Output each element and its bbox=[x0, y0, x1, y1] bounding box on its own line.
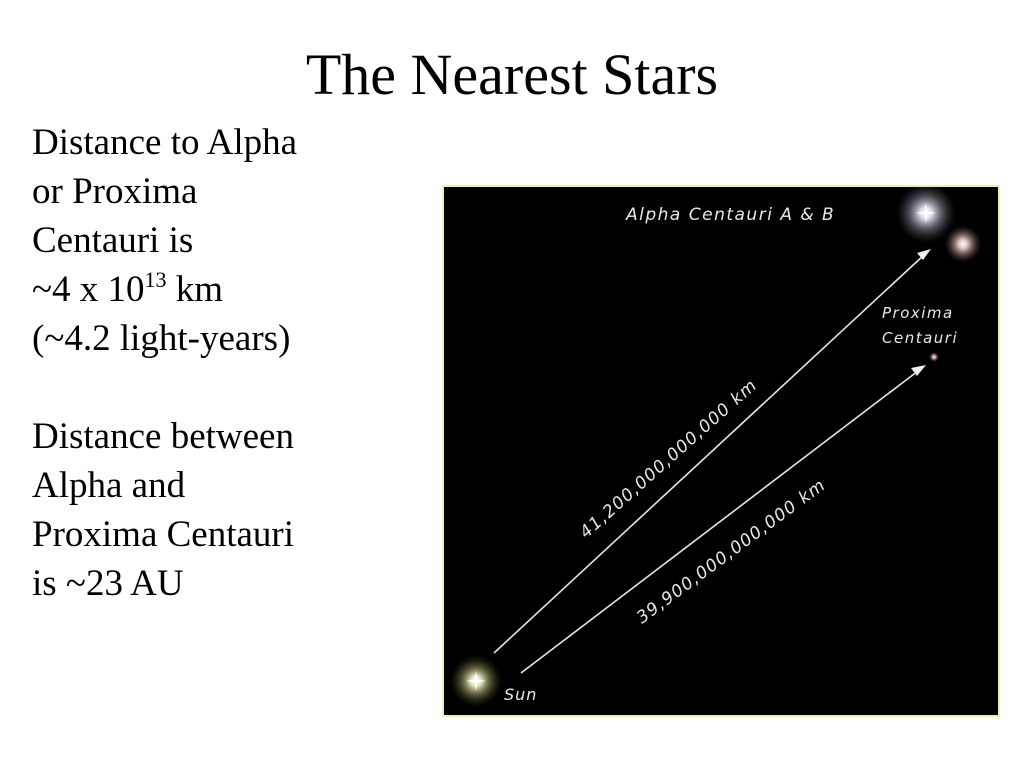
text-block bbox=[32, 118, 412, 608]
distance-exponent: 13 bbox=[144, 267, 167, 292]
distance-expression bbox=[32, 265, 412, 314]
alpha-centauri-label: Alpha Centauri A & B bbox=[626, 205, 836, 225]
distance-unit: km bbox=[166, 269, 224, 310]
text-line: Distance between bbox=[32, 416, 294, 457]
alpha-distance-arrow bbox=[494, 255, 924, 653]
text-line: Proxima Centauri bbox=[32, 514, 295, 555]
proxima-label-line-2: Centauri bbox=[882, 329, 959, 347]
proxima-distance-label: 39,900,000,000,000 km bbox=[633, 475, 830, 629]
slide-title: The Nearest Stars bbox=[305, 42, 719, 107]
text-line: Centauri is bbox=[32, 220, 194, 261]
text-line: (~4.2 light-years) bbox=[32, 318, 291, 359]
alpha-centauri-b-star-icon bbox=[944, 225, 982, 263]
alpha-arrowhead-icon bbox=[917, 249, 931, 260]
distance-mantissa: ~4 x 10 bbox=[32, 269, 145, 310]
text-line: is ~23 AU bbox=[32, 563, 184, 604]
paragraph-gap bbox=[32, 363, 412, 412]
text-line: Alpha and bbox=[32, 465, 186, 506]
text-line: or Proxima bbox=[32, 171, 198, 212]
proxima-label-line-1: Proxima bbox=[882, 304, 954, 322]
star-distance-diagram bbox=[442, 185, 1000, 717]
proxima-centauri-star-icon bbox=[929, 352, 939, 362]
text-line: Distance to Alpha bbox=[32, 122, 298, 163]
diagram-canvas bbox=[444, 187, 998, 715]
sun-label: Sun bbox=[504, 685, 538, 704]
alpha-distance-label: 41,200,000,000,000 km bbox=[576, 375, 762, 543]
